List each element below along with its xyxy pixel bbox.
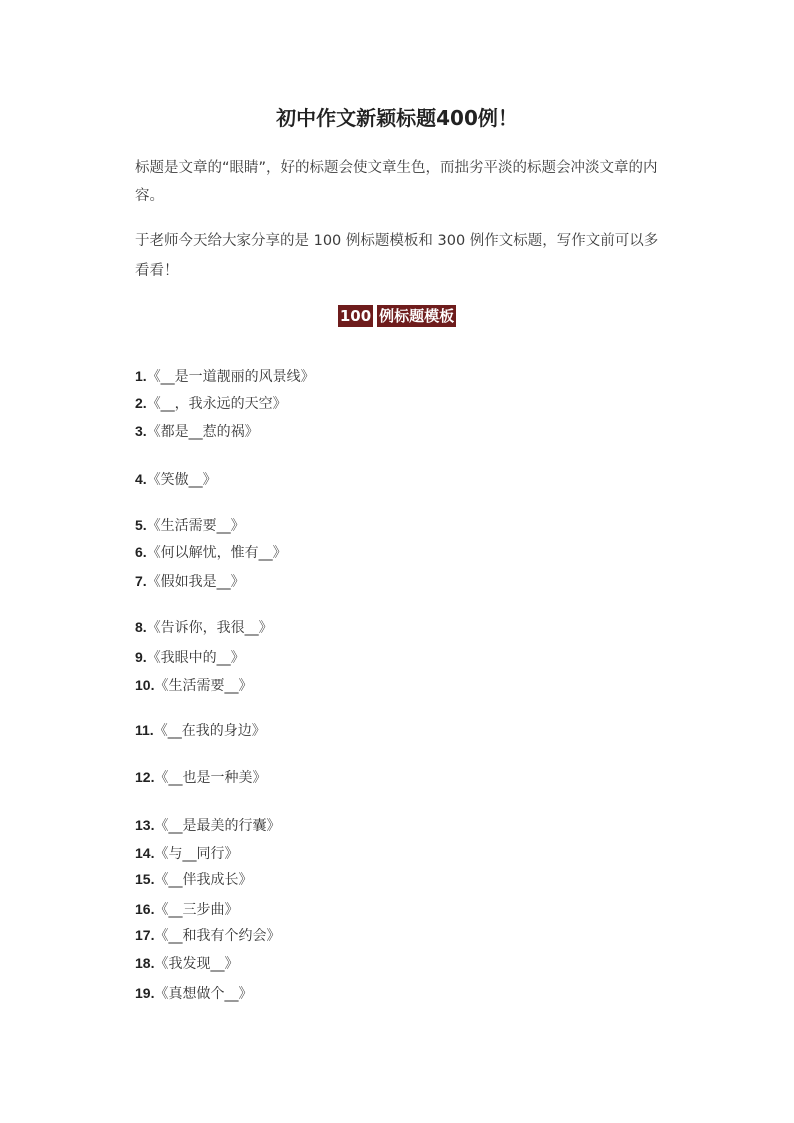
list-item-number: 10. [135, 677, 155, 693]
page-title: 初中作文新颖标题400例！ [276, 106, 518, 130]
list-item-number: 11. [135, 722, 154, 738]
list-item-text: 《__是最美的行囊》 [154, 818, 281, 834]
list-item-text: 《假如我是__》 [146, 574, 245, 590]
list-item-text: 《我发现__》 [154, 956, 239, 972]
list-item-number: 8. [135, 619, 147, 635]
list-item-number: 6. [135, 544, 147, 560]
list-item-number: 17. [135, 927, 155, 943]
list-item [135, 469, 217, 490]
list-item-text: 《生活需要__》 [154, 678, 253, 694]
list-item-text: 《笑傲__》 [146, 472, 217, 488]
intro-paragraph-2: 于老师今天给大家分享的是 100 例标题模板和 300 例作文标题，写作文前可以多看看！ [135, 233, 659, 279]
list-item [135, 515, 245, 536]
list-item-number: 12. [135, 769, 155, 785]
list-item [135, 617, 273, 638]
list-item [135, 899, 238, 920]
list-item [135, 675, 252, 696]
list-item [135, 421, 259, 442]
intro-paragraph-1: 标题是文章的“眼睛”，好的标题会使文章生色，而拙劣平淡的标题会冲淡文章的内容。 [135, 160, 658, 204]
list-item-text: 《与__同行》 [154, 846, 239, 862]
list-item-text: 《告诉你，我很__》 [146, 620, 273, 636]
list-item-text: 《__三步曲》 [154, 902, 239, 918]
list-item [135, 571, 245, 592]
list-item [135, 815, 280, 836]
list-item-number: 5. [135, 517, 147, 533]
list-item-number: 2. [135, 395, 147, 411]
list-item-number: 4. [135, 471, 147, 487]
list-item [135, 767, 266, 788]
list-item-text: 《__，我永远的天空》 [146, 396, 287, 412]
list-item [135, 953, 238, 974]
list-item-text: 《我眼中的__》 [146, 650, 245, 666]
list-item [135, 366, 315, 387]
list-item-number: 1. [135, 368, 147, 384]
list-item-text: 《生活需要__》 [146, 518, 245, 534]
list-item-number: 15. [135, 871, 155, 887]
list-item [135, 393, 287, 414]
list-item [135, 720, 266, 741]
list-item-number: 13. [135, 817, 155, 833]
section-heading-number: 100 [339, 307, 372, 325]
list-item-text: 《__在我的身边》 [153, 723, 266, 739]
list-item-text: 《都是__惹的祸》 [146, 424, 259, 440]
list-item-number: 7. [135, 573, 147, 589]
list-item-number: 16. [135, 901, 155, 917]
section-heading-text: 例标题模板 [379, 307, 455, 325]
list-item-number: 14. [135, 845, 155, 861]
list-item-text: 《__也是一种美》 [154, 770, 267, 786]
list-item [135, 542, 287, 563]
list-item-number: 3. [135, 423, 147, 439]
list-item-text: 《__和我有个约会》 [154, 928, 281, 944]
list-item-number: 9. [135, 649, 147, 665]
list-item [135, 983, 252, 1004]
list-item-text: 《__伴我成长》 [154, 872, 253, 888]
list-item [135, 869, 252, 890]
list-item [135, 925, 280, 946]
list-item-text: 《__是一道靓丽的风景线》 [146, 369, 315, 385]
section-heading [0, 305, 794, 327]
list-item [135, 843, 238, 864]
list-item-text: 《何以解忧，惟有__》 [146, 545, 287, 561]
list-item-number: 19. [135, 985, 155, 1001]
list-item-number: 18. [135, 955, 155, 971]
list-item-text: 《真想做个__》 [154, 986, 253, 1002]
list-item [135, 647, 245, 668]
